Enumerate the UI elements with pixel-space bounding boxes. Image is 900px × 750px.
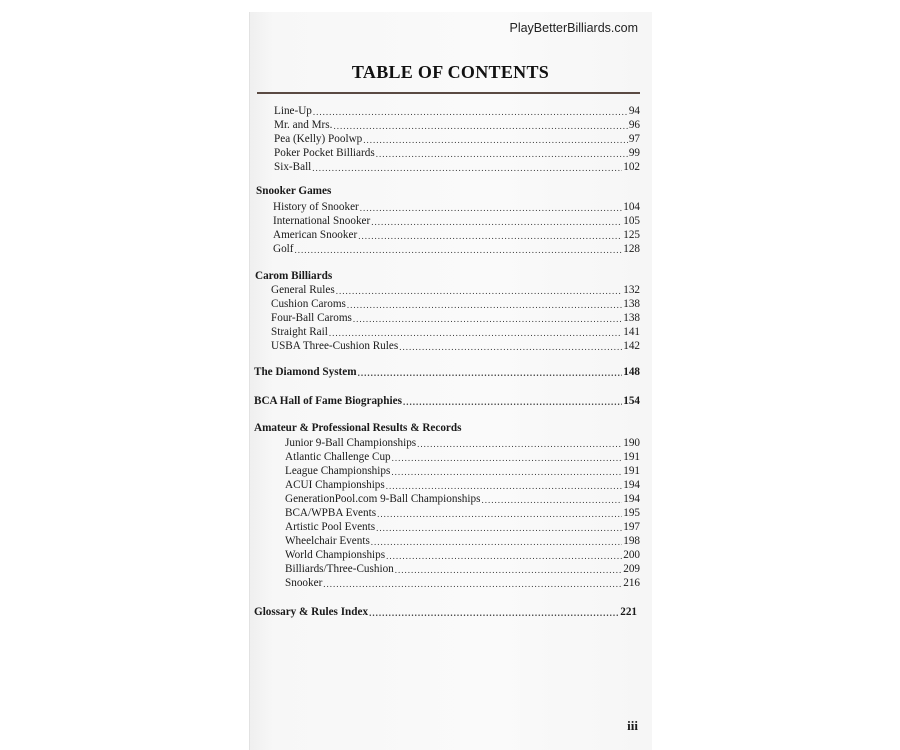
toc-entry: Pea (Kelly) Poolwp ..... 97	[274, 132, 640, 146]
page-title: TABLE OF CONTENTS	[351, 62, 550, 82]
toc-entry: Artistic Pool Events ..... 197	[285, 520, 640, 534]
toc-entry: American Snooker ..... 125	[273, 228, 640, 242]
toc-entry-diamond: The Diamond System ..... 148	[254, 365, 640, 379]
toc-entry-bca: BCA Hall of Fame Biographies ..... 154	[254, 394, 640, 408]
toc-entry-glossary: Glossary & Rules Index ..... 221	[254, 605, 637, 619]
toc-entry: Junior 9-Ball Championships ..... 190	[285, 436, 640, 450]
section-heading-snooker: Snooker Games	[256, 185, 332, 197]
toc-entry: BCA/WPBA Events ..... 195	[285, 506, 640, 520]
toc-entry: League Championships ..... 191	[285, 464, 640, 478]
toc-entry: History of Snooker ..... 104	[273, 200, 640, 214]
toc-entry: Atlantic Challenge Cup ..... 191	[285, 450, 640, 464]
toc-entry: USBA Three-Cushion Rules ..... 142	[271, 339, 640, 353]
toc-entry: Mr. and Mrs. ..... 96	[274, 118, 640, 132]
site-url: PlayBetterBilliards.com	[509, 21, 638, 35]
toc-entry: Six-Ball ..... 102	[274, 160, 640, 174]
toc-entry: Billiards/Three-Cushion ..... 209	[285, 562, 640, 576]
toc-entry: Snooker ..... 216	[285, 576, 640, 590]
toc-entry: World Championships ..... 200	[285, 548, 640, 562]
section-heading-carom: Carom Billiards	[255, 270, 333, 282]
section-heading-amateur: Amateur & Professional Results & Records	[254, 422, 462, 434]
toc-entry: International Snooker ..... 105	[273, 214, 640, 228]
book-page	[249, 12, 652, 750]
toc-entry: Golf ..... 128	[273, 242, 640, 256]
toc-entry: Cushion Caroms ..... 138	[271, 297, 640, 311]
toc-entry: General Rules ..... 132	[271, 283, 640, 297]
title-rule	[257, 92, 640, 94]
toc-entry: ACUI Championships ..... 194	[285, 478, 640, 492]
toc-entry: Line-Up ..... 94	[274, 104, 640, 118]
toc-entry: GenerationPool.com 9-Ball Championships ..... 194	[285, 492, 640, 506]
toc-entry: Straight Rail ..... 141	[271, 325, 640, 339]
toc-entry: Poker Pocket Billiards ..... 99	[274, 146, 640, 160]
toc-entry: Wheelchair Events ..... 198	[285, 534, 640, 548]
toc-entry: Four-Ball Caroms ..... 138	[271, 311, 640, 325]
page-number: iii	[627, 718, 638, 733]
